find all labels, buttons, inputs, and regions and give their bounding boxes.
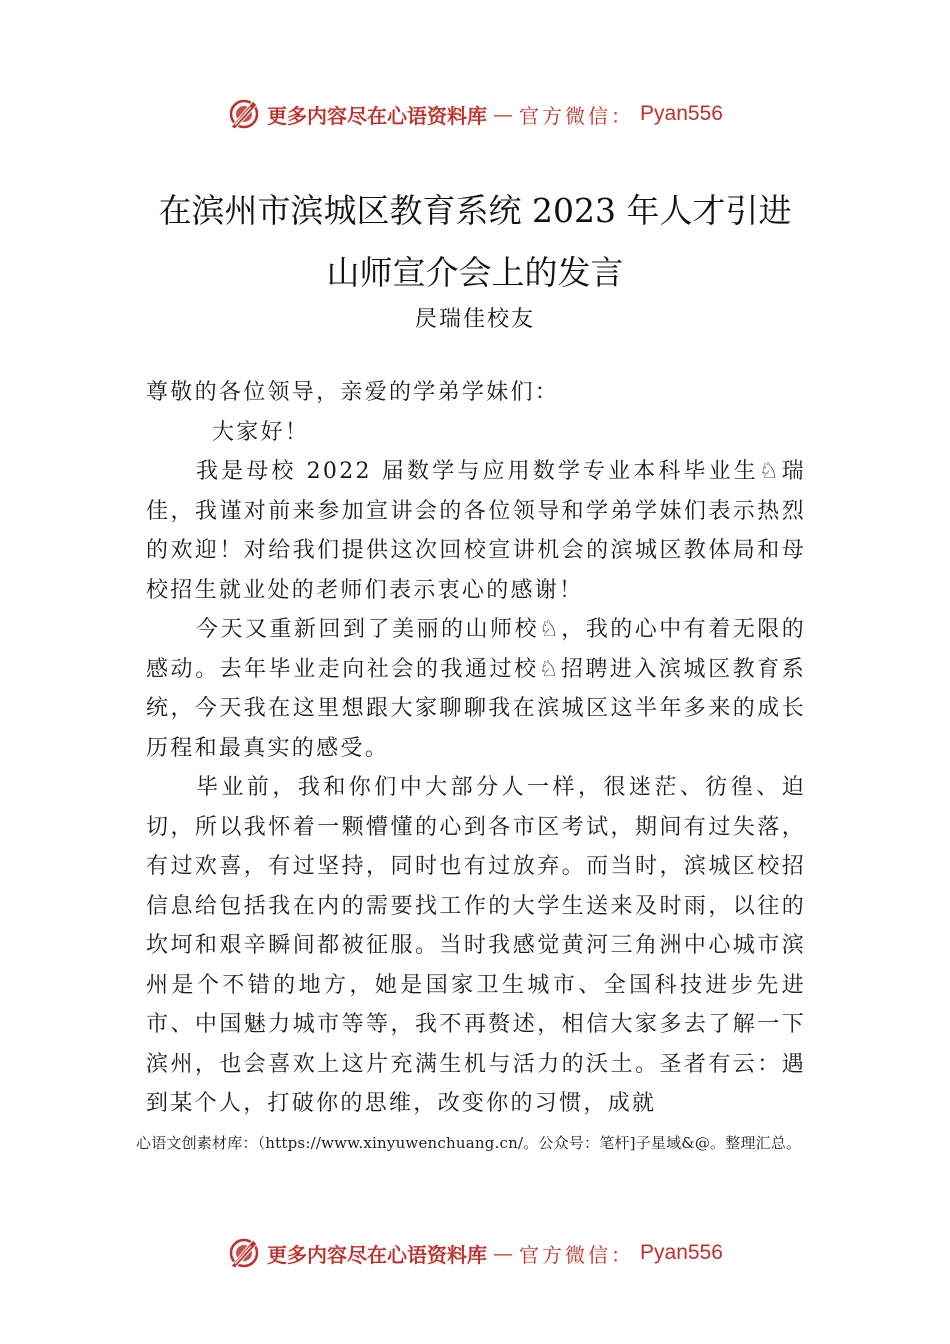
banner-wechat-id: Pyan556 [640,102,723,125]
paragraph: 毕业前，我和你们中大部分人一样，很迷茫、彷徨、迫切，所以我怀着一颗懵懂的心到各市区考试，期间有过失落，有过欢喜，有过坚持，同时也有过放弃。而当时，滨城区校招信息给包括我在内的需要找工作的大学生送来及时雨，以往的坎坷和艰辛瞬间都被征服。当时我感觉黄河三角洲中心城市滨州是个不错的地方，她是国家卫生城市、全国科技进步先进市、中国魅力城市等等，我不再赘述，相信大家多去了解一下滨州，也会喜欢上这片充满生机与活力的沃土。圣者有云：遇到某个人，打破你的思维，改变你的习惯，成就 [146,775,806,1116]
salutation: 尊敬的各位领导，亲爱的学弟学妹们： [146,380,560,405]
footer-banner [0,1233,950,1273]
paragraph: 我是母校 2022 届数学与应用数学专业本科毕业生♘瑞佳，我谨对前来参加宣讲会的各位领导和学弟学妹们表示热烈的欢迎！对给我们提供这次回校宣讲机会的滨城区教体局和母校招生就业处的老师们表示衷心的感谢！ [146,459,806,603]
document-body [146,373,806,1124]
banner-wechat-id: Pyan556 [640,1241,723,1264]
quill-pen-logo-icon [227,97,261,131]
document-author: 昃瑞佳校友 [414,307,535,332]
document-title-line1: 在滨州市滨城区教育系统 2023 年人才引进 [158,191,792,230]
banner-wechat-label: 官方微信： [519,103,635,128]
source-footnote: 心语文创素材库：（https://www.xinyuwenchuang.cn/。公众号：笔杆]子星域&@。整理汇总。 [136,1134,802,1152]
banner-separator: — [493,1241,514,1265]
greeting: 大家好！ [212,419,310,445]
document-title-line2: 山师宣介会上的发言 [326,253,624,292]
banner-brand-text: 更多内容尽在心语资料库 [267,1242,488,1267]
banner-brand-text: 更多内容尽在心语资料库 [267,103,488,128]
banner-separator: — [493,102,514,126]
quill-pen-logo-icon [227,1236,261,1270]
header-banner [0,94,950,134]
paragraph: 今天又重新回到了美丽的山师校♘，我的心中有着无限的感动。去年毕业走向社会的我通过校♘招聘进入滨城区教育系统，今天我在这里想跟大家聊聊我在滨城区这半年多来的成长历程和最真实的感受。 [146,617,806,761]
banner-wechat-label: 官方微信： [519,1242,635,1267]
